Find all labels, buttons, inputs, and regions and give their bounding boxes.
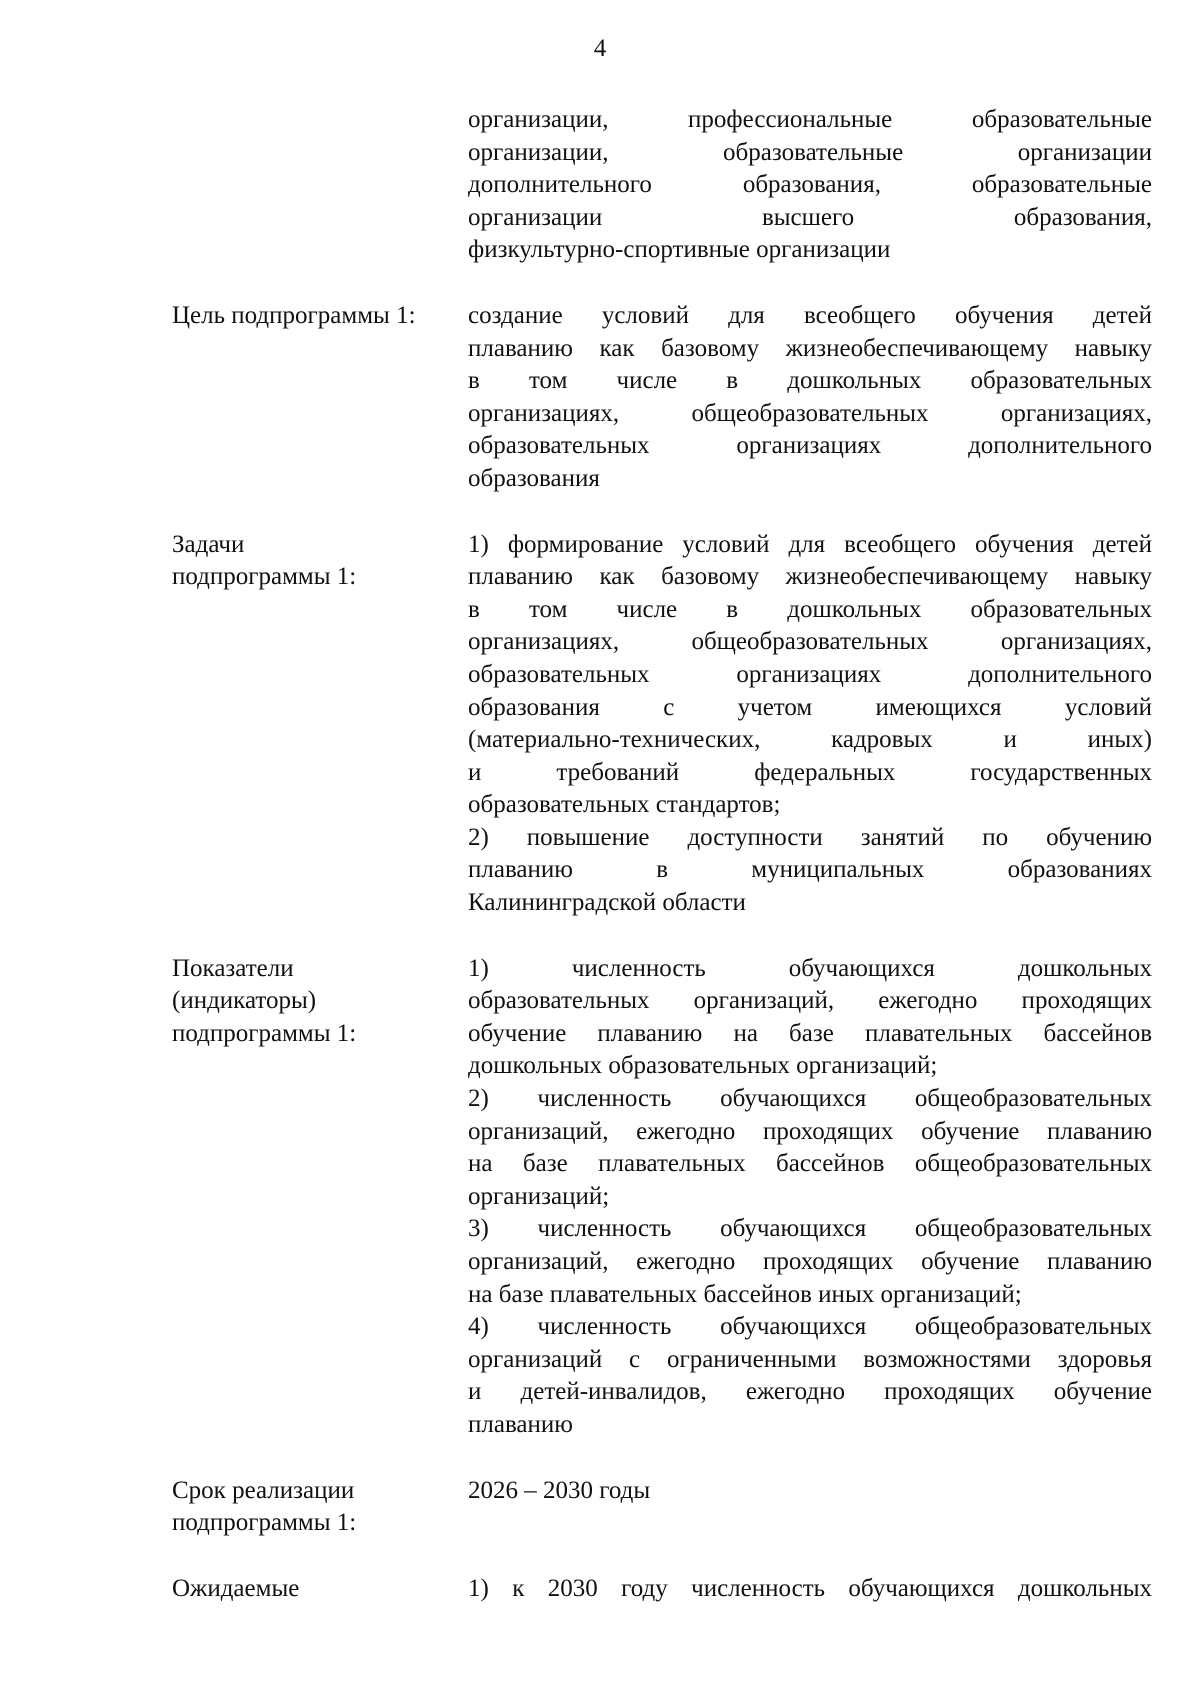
text-line: на базе плавательных бассейнов иных организаций; <box>468 1280 1022 1308</box>
indicators-label <box>172 953 468 1442</box>
goal-label <box>172 300 468 496</box>
text-line: физкультурно-спортивные организации <box>468 236 891 264</box>
label-line: Срок реализации <box>172 1476 355 1504</box>
text-line: образовательных организациях дополнительного <box>468 432 1152 460</box>
tasks-text <box>468 529 1152 920</box>
text-line: дошкольных образовательных организаций; <box>468 1052 938 1080</box>
text-line: организации, образовательные организации <box>468 138 1152 166</box>
term-row <box>172 1475 1152 1540</box>
text-line: организаций, ежегодно проходящих обучение плаванию <box>468 1248 1152 1275</box>
term-text <box>468 1475 1152 1540</box>
label-line: подпрограммы 1: <box>172 1019 357 1047</box>
text-line: образовательных стандартов; <box>468 791 781 819</box>
goal-text <box>468 300 1152 496</box>
expected-results-text <box>468 1573 1152 1606</box>
text-line: 2026 – 2030 годы <box>468 1476 651 1504</box>
label-line: Ожидаемые <box>172 1574 300 1602</box>
text-line: плаванию в муниципальных образованиях <box>468 856 1152 884</box>
text-line: Калининградской области <box>468 889 746 917</box>
text-line: плаванию как базовому жизнеобеспечивающему навыку <box>468 334 1152 362</box>
text-line: на базе плавательных бассейнов общеобразовательных <box>468 1150 1152 1178</box>
intro-row <box>172 104 1152 267</box>
label-line: подпрограммы 1: <box>172 563 357 591</box>
text-line: плаванию как базовому жизнеобеспечивающему навыку <box>468 563 1152 591</box>
indicators-text <box>468 953 1152 1442</box>
text-line: (материально-технических, кадровых и иных) <box>468 726 1152 754</box>
expected-results-label <box>172 1573 468 1606</box>
text-line: организации, профессиональные образовательные <box>468 106 1152 133</box>
label-line: Задачи <box>172 530 245 558</box>
text-line: дополнительного образования, образовательные <box>468 171 1152 199</box>
text-line: организаций, ежегодно проходящих обучение плаванию <box>468 1117 1152 1145</box>
label-line: подпрограммы 1: <box>172 1509 357 1537</box>
text-line: 4) численность обучающихся общеобразовательных <box>468 1313 1152 1341</box>
expected-results-row <box>172 1573 1152 1606</box>
text-line: в том числе в дошкольных образовательных <box>468 367 1152 395</box>
text-line: организациях, общеобразовательных организациях, <box>468 399 1152 427</box>
tasks-row <box>172 529 1152 920</box>
text-line: образовательных организациях дополнительного <box>468 660 1152 688</box>
text-line: 2) численность обучающихся общеобразовательных <box>468 1085 1152 1113</box>
text-line: плаванию <box>468 1410 573 1438</box>
subprogram-passport <box>172 104 1152 1605</box>
indicators-row <box>172 953 1152 1442</box>
text-line: организации высшего образования, <box>468 203 1152 231</box>
term-label <box>172 1475 468 1540</box>
label-line: Цель подпрограммы 1: <box>172 301 416 329</box>
text-line: образовательных организаций, ежегодно проходящих <box>468 987 1152 1015</box>
text-line: в том числе в дошкольных образовательных <box>468 595 1152 623</box>
intro-label <box>172 104 468 267</box>
label-line: (индикаторы) <box>172 987 317 1015</box>
goal-row <box>172 300 1152 496</box>
page-number: 4 <box>593 35 607 62</box>
text-line: 2) повышение доступности занятий по обучению <box>468 823 1152 851</box>
label-line: Показатели <box>172 954 294 982</box>
text-line: и детей-инвалидов, ежегодно проходящих обучение <box>468 1378 1152 1406</box>
text-line: обучение плаванию на базе плавательных бассейнов <box>468 1019 1152 1047</box>
tasks-label <box>172 529 468 920</box>
text-line: и требований федеральных государственных <box>468 758 1152 786</box>
text-line: организаций с ограниченными возможностями здоровья <box>468 1345 1152 1373</box>
text-line: образования с учетом имеющихся условий <box>468 693 1152 721</box>
text-line: организаций; <box>468 1182 610 1210</box>
text-line: 1) численность обучающихся дошкольных <box>468 954 1152 982</box>
text-line: организациях, общеобразовательных организациях, <box>468 628 1152 656</box>
text-line: образования <box>468 464 600 492</box>
text-line: создание условий для всеобщего обучения детей <box>468 301 1152 329</box>
text-line: 3) численность обучающихся общеобразовательных <box>468 1215 1152 1243</box>
text-line: 1) формирование условий для всеобщего обучения детей <box>468 530 1152 558</box>
text-line: 1) к 2030 году численность обучающихся дошкольных <box>468 1574 1152 1602</box>
intro-text <box>468 104 1152 267</box>
